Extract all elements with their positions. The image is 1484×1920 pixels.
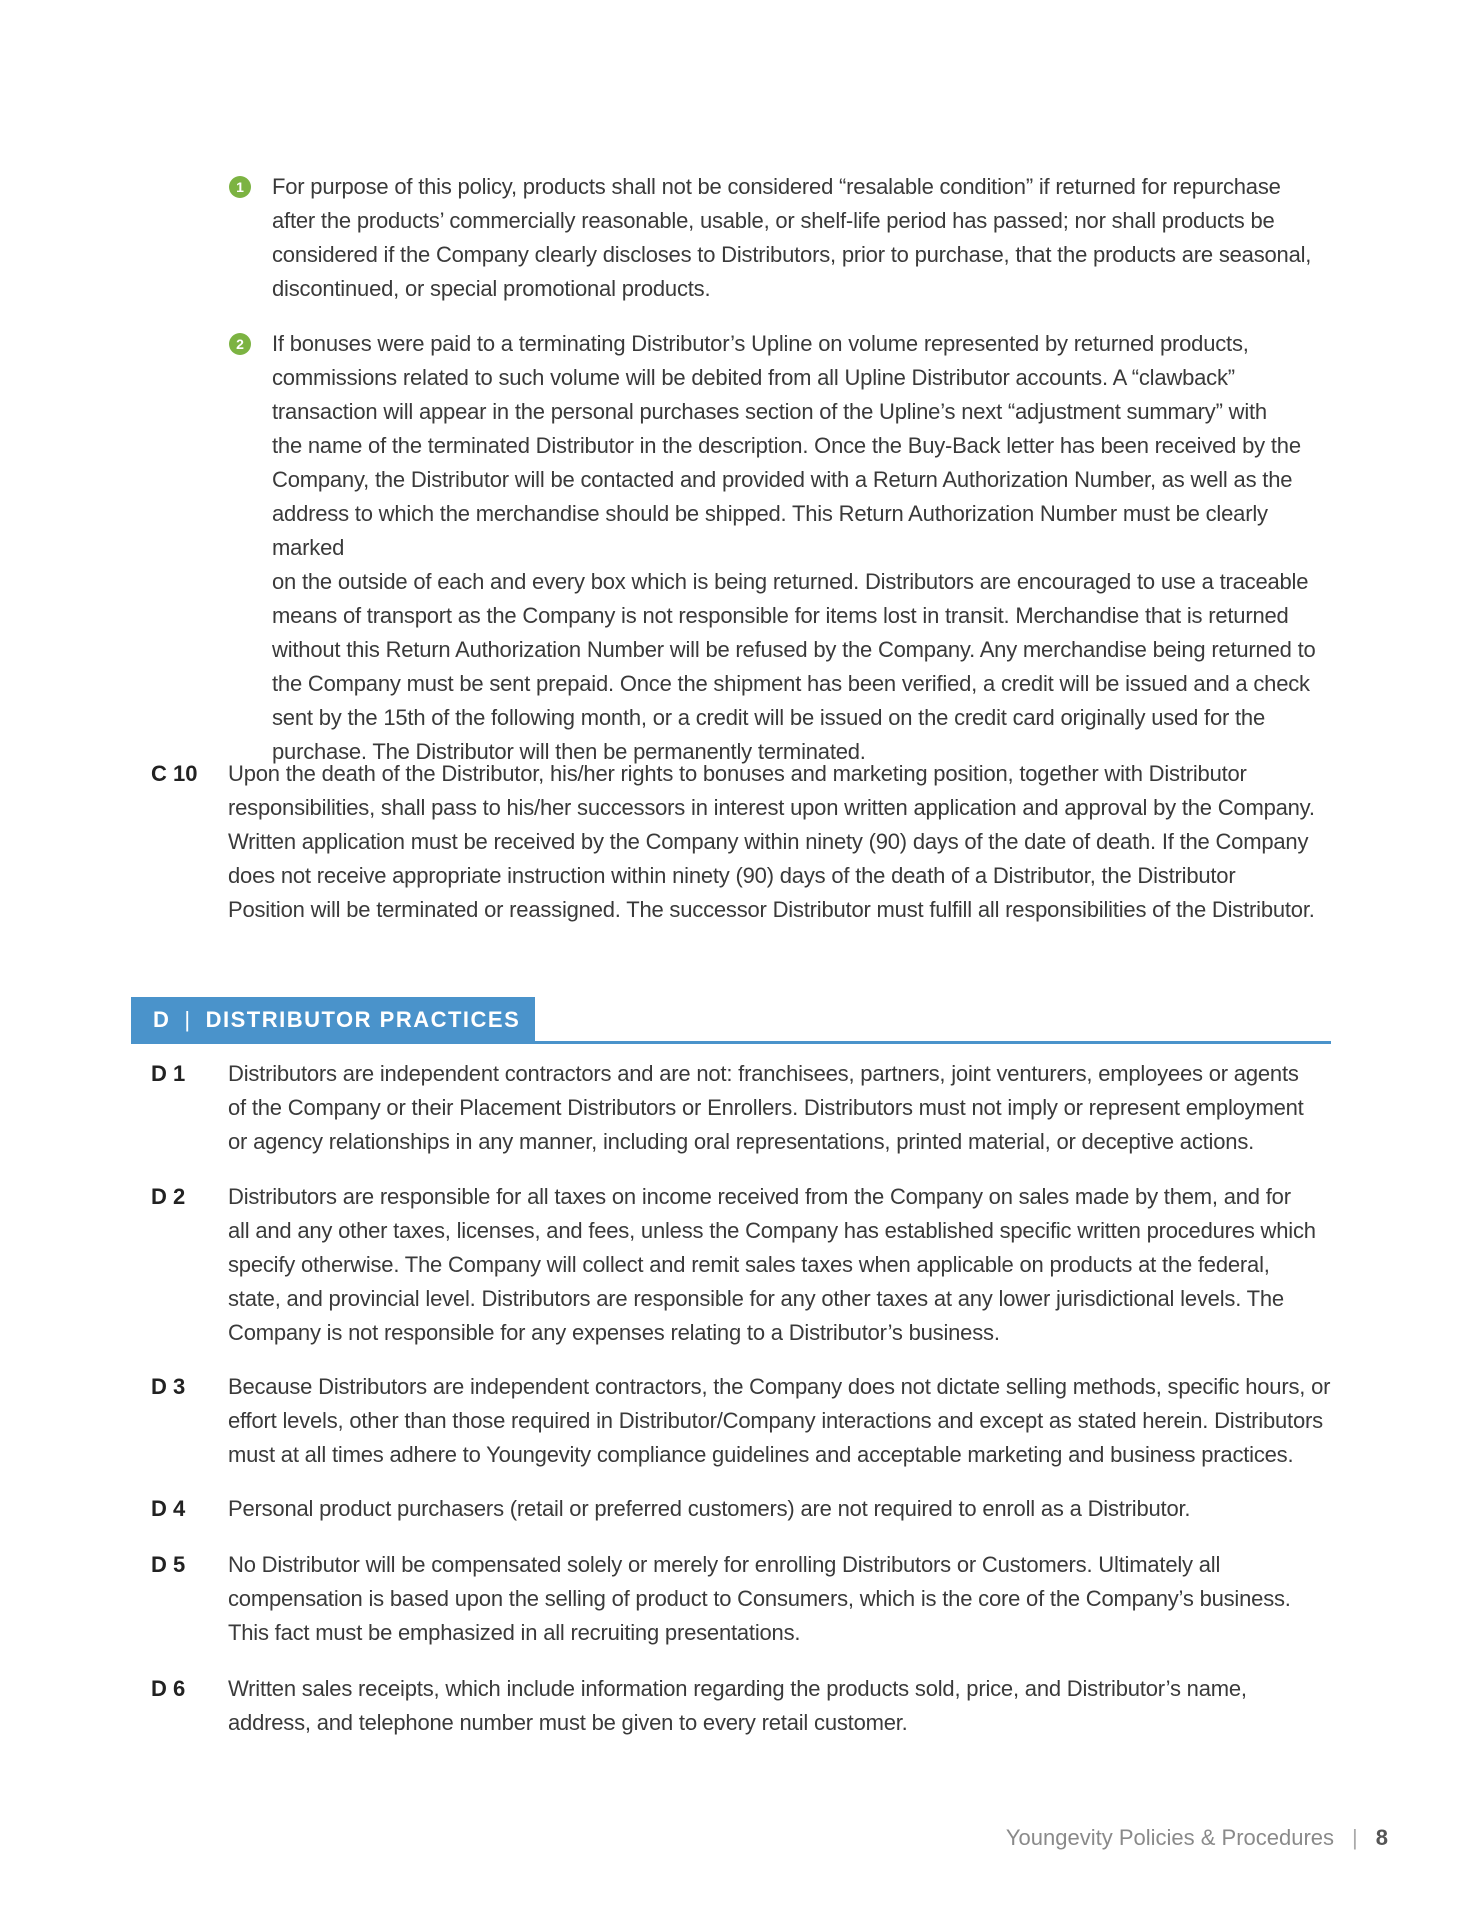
- footer-title: Youngevity Policies & Procedures: [1005, 1825, 1335, 1850]
- clause-d6-text: Written sales receipts, which include information regarding the products sold, price, and Distributor’s name, address, and telephone number must be given to every retail customer.: [228, 1676, 1247, 1735]
- bullet-2-badge: 2: [229, 333, 251, 355]
- footer-separator: |: [1352, 1825, 1358, 1850]
- bullet-1-badge: 1: [229, 176, 251, 198]
- section-separator: |: [184, 1007, 192, 1032]
- clause-d6-label: D 6: [151, 1676, 186, 1701]
- clause-d2-label: D 2: [151, 1184, 186, 1209]
- clause-d5-text: No Distributor will be compensated solely or merely for enrolling Distributors or Customers. Ultimately all compensation is based upon the selling of product to Consumers, which is the core of the Company’s business. This fact must be emphasized in all recruiting presentations.: [228, 1552, 1291, 1645]
- section-title: DISTRIBUTOR PRACTICES: [205, 1007, 521, 1032]
- clause-c10-label: C 10: [151, 761, 198, 786]
- bullet-1-text: For purpose of this policy, products shall not be considered “resalable condition” if returned for repurchase after the products’ commercially reasonable, usable, or shelf-life period has passed; nor shall products be considered if the Company clearly discloses to Distributors, prior to purchase, that the products are seasonal, discontinued, or special promotional products.: [272, 174, 1312, 301]
- bullet-2-text: If bonuses were paid to a terminating Distributor’s Upline on volume represented by returned products, commissions related to such volume will be debited from all Upline Distributor accounts. A “clawback” transaction will appear in the personal purchases section of the Upline’s next “adjustment summary” with the name of the terminated Distributor in the description. Once the Buy-Back letter has been received by the Company, the Distributor will be contacted and provided with a Return Authorization Number, as well as the address to which the merchandise should be shipped. This Return Authorization Number must be clearly marked on the outside of each and every box which is being returned. Distributors are encouraged to use a traceable means of transport as the Company is not responsible for items lost in transit. Merchandise that is returned without this Return Authorization Number will be refused by the Company. Any merchandise being returned to the Company must be sent prepaid. Once the shipment has been verified, a credit will be issued and a check sent by the 15th of the following month, or a credit will be issued on the credit card originally used for the purchase. The Distributor will then be permanently terminated.: [272, 331, 1316, 764]
- page-footer: [1006, 1823, 1388, 1853]
- clause-d3-label: D 3: [151, 1374, 186, 1399]
- section-header: [131, 997, 535, 1043]
- clause-d4-label: D 4: [151, 1496, 186, 1521]
- clause-d3-text: Because Distributors are independent contractors, the Company does not dictate selling methods, specific hours, or effort levels, other than those required in Distributor/Company interactions and except as stated herein. Distributors must at all times adhere to Youngevity compliance guidelines and acceptable marketing and business practices.: [228, 1374, 1331, 1467]
- clause-d2-text: Distributors are responsible for all taxes on income received from the Company on sales made by them, and for all and any other taxes, licenses, and fees, unless the Company has established specific written procedures which specify otherwise. The Company will collect and remit sales taxes when applicable on products at the federal, state, and provincial level. Distributors are responsible for any other taxes at any lower jurisdictional levels. The Company is not responsible for any expenses relating to a Distributor’s business.: [228, 1184, 1316, 1345]
- section-rule: [131, 1041, 1331, 1044]
- clause-d5-label: D 5: [151, 1552, 186, 1577]
- clause-c10-text: Upon the death of the Distributor, his/her rights to bonuses and marketing position, together with Distributor responsibilities, shall pass to his/her successors in interest upon written application and approval by the Company. Written application must be received by the Company within ninety (90) days of the date of death. If the Company does not receive appropriate instruction within ninety (90) days of the death of a Distributor, the Distributor Position will be terminated or reassigned. The successor Distributor must fulfill all responsibilities of the Distributor.: [228, 761, 1315, 922]
- clause-d4-text: Personal product purchasers (retail or preferred customers) are not required to enroll as a Distributor.: [228, 1496, 1191, 1521]
- section-letter: D: [153, 1007, 171, 1032]
- clause-d1-text: Distributors are independent contractors and are not: franchisees, partners, joint venturers, employees or agents of the Company or their Placement Distributors or Enrollers. Distributors must not imply or represent employment or agency relationships in any manner, including oral representations, printed material, or deceptive actions.: [228, 1061, 1304, 1154]
- page-number: 8: [1375, 1825, 1388, 1850]
- clause-d1-label: D 1: [151, 1061, 186, 1086]
